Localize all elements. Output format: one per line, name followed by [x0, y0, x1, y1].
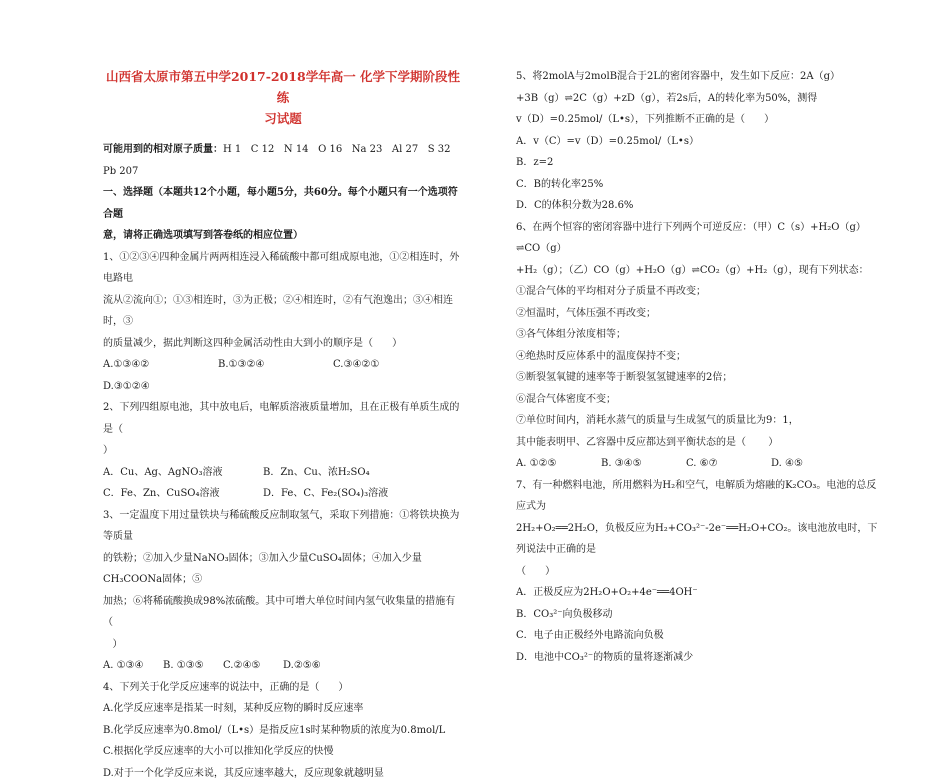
- section-1-heading-1: 一、选择题（本题共12个小题，每小题5分，共60分。每个小题只有一个选项符合题: [103, 182, 463, 225]
- q2-option-a: A．Cu、Ag、AgNO₃溶液: [103, 462, 263, 484]
- q1-line-3: 的质量减少，据此判断这四种金属活动性由大到小的顺序是（ ）: [103, 333, 463, 355]
- q2-option-c: C．Fe、Zn、CuSO₄溶液: [103, 483, 263, 505]
- q3-option-d: D.②⑤⑥: [283, 655, 343, 677]
- q6-state-7: ⑦单位时间内，消耗水蒸气的质量与生成氢气的质量比为9：1，: [516, 410, 886, 432]
- q2-line-end: ）: [103, 440, 463, 462]
- q6-prompt: 其中能表明甲、乙容器中反应都达到平衡状态的是（ ）: [516, 432, 886, 454]
- q6-option-a: A. ①②⑤: [516, 453, 601, 475]
- q2-line: 2、下列四组原电池，其中放电后，电解质溶液质量增加，且在正极有单质生成的是（: [103, 397, 463, 440]
- q1-option-b: B.①③②④: [218, 354, 333, 376]
- q3-options: [103, 655, 463, 677]
- q6-state-1: ①混合气体的平均相对分子质量不再改变；: [516, 281, 886, 303]
- right-column: [516, 66, 886, 668]
- q3-option-b: B. ①③⑤: [163, 655, 223, 677]
- q5-line-2: +3B（g）⇌2C（g）+zD（g），若2s后，A的转化率为50%，测得: [516, 88, 886, 110]
- q6-options: [516, 453, 886, 475]
- q4-option-b: B.化学反应速率为0.8mol/（L•s）是指反应1s时某种物质的浓度为0.8mol/L: [103, 720, 463, 742]
- q2-options-row-2: [103, 483, 463, 505]
- q1-options: [103, 354, 463, 376]
- exam-title: [103, 66, 463, 129]
- q7-option-d: D．电池中CO₃²⁻的物质的量将逐渐减少: [516, 647, 886, 669]
- q4-option-d: D.对于一个化学反应来说，其反应速率越大，反应现象就越明显: [103, 763, 463, 784]
- q1-line-1: 1、①②③④四种金属片两两相连浸入稀硫酸中都可组成原电池，①②相连时，外电路电: [103, 247, 463, 290]
- q3-line-4: ）: [103, 634, 463, 656]
- q4-line: 4、下列关于化学反应速率的说法中，正确的是（ ）: [103, 677, 463, 699]
- q2-option-d: D．Fe、C、Fe₂(SO₄)₃溶液: [263, 483, 423, 505]
- q6-state-3: ③各气体组分浓度相等；: [516, 324, 886, 346]
- q6-option-b: B. ③④⑤: [601, 453, 686, 475]
- q2-options-row-1: [103, 462, 463, 484]
- q6-state-6: ⑥混合气体密度不变；: [516, 389, 886, 411]
- q5-option-b: B．z=2: [516, 152, 886, 174]
- q7-line-1: 7、有一种燃料电池，所用燃料为H₂和空气，电解质为熔融的K₂CO₃。电池的总反应式为: [516, 475, 886, 518]
- q2-option-b: B．Zn、Cu、浓H₂SO₄: [263, 462, 423, 484]
- q3-option-a: A. ①③④: [103, 655, 163, 677]
- atomic-masses-label: 可能用到的相对原子质量：: [103, 144, 223, 155]
- q3-line-1: 3、一定温度下用过量铁块与稀硫酸反应制取氢气，采取下列措施：①将铁块换为等质量: [103, 505, 463, 548]
- section-1-heading-2: 意，请将正确选项填写到答卷纸的相应位置）: [103, 225, 463, 247]
- q1-option-c: C.③④②①: [333, 354, 448, 376]
- q7-line-3: （ ）: [516, 561, 886, 583]
- q6-state-2: ②恒温时，气体压强不再改变；: [516, 303, 886, 325]
- q7-option-a: A．正极反应为2H₂O+O₂+4e⁻══4OH⁻: [516, 582, 886, 604]
- left-column: [103, 66, 463, 784]
- q7-line-2: 2H₂+O₂══2H₂O，负极反应为H₂+CO₃²⁻-2e⁻══H₂O+CO₂。该电池放电时，下列说法中正确的是: [516, 518, 886, 561]
- q7-option-c: C．电子由正极经外电路流向负极: [516, 625, 886, 647]
- q3-line-3: 加热；⑥将稀硫酸换成98%浓硫酸。其中可增大单位时间内氢气收集量的措施有（: [103, 591, 463, 634]
- q1-option-d: D.③①②④: [103, 376, 463, 398]
- atomic-masses-tail: Pb 207: [103, 161, 463, 183]
- q6-option-c: C. ⑥⑦: [686, 453, 771, 475]
- q6-line-1: 6、在两个恒容的密闭容器中进行下列两个可逆反应：（甲）C（s）+H₂O（g）⇌CO（g）: [516, 217, 886, 260]
- q6-line-2: +H₂（g）；（乙）CO（g）+H₂O（g）⇌CO₂（g）+H₂（g），现有下列状态：: [516, 260, 886, 282]
- q3-line-2: 的铁粉；②加入少量NaNO₃固体；③加入少量CuSO₄固体；④加入少量CH₃COONa固体；⑤: [103, 548, 463, 591]
- q5-option-c: C．B的转化率25%: [516, 174, 886, 196]
- q1-option-a: A.①③④②: [103, 354, 218, 376]
- q6-state-4: ④绝热时反应体系中的温度保持不变；: [516, 346, 886, 368]
- title-line-1: 山西省太原市第五中学2017-2018学年高一 化学下学期阶段性练: [103, 66, 463, 108]
- atomic-masses: [103, 139, 463, 161]
- title-line-2: 习试题: [103, 108, 463, 129]
- q5-line-1: 5、将2molA与2molB混合于2L的密闭容器中，发生如下反应：2A（g）: [516, 66, 886, 88]
- q6-option-d: D. ④⑤: [771, 453, 856, 475]
- q7-option-b: B．CO₃²⁻向负极移动: [516, 604, 886, 626]
- q5-option-a: A．v（C）=v（D）=0.25mol/（L•s）: [516, 131, 886, 153]
- q4-option-a: A.化学反应速率是指某一时刻，某种反应物的瞬时反应速率: [103, 698, 463, 720]
- q3-option-c: C.②④⑤: [223, 655, 283, 677]
- q4-option-c: C.根据化学反应速率的大小可以推知化学反应的快慢: [103, 741, 463, 763]
- q6-state-5: ⑤断裂氢氧键的速率等于断裂氢氢键速率的2倍；: [516, 367, 886, 389]
- q5-line-3: v（D）=0.25mol/（L•s），下列推断不正确的是（ ）: [516, 109, 886, 131]
- q5-option-d: D．C的体积分数为28.6%: [516, 195, 886, 217]
- q1-line-2: 流从②流向①；①③相连时，③为正极；②④相连时，②有气泡逸出；③④相连时，③: [103, 290, 463, 333]
- atomic-masses-values: H 1 C 12 N 14 O 16 Na 23 Al 27 S 32: [223, 144, 450, 155]
